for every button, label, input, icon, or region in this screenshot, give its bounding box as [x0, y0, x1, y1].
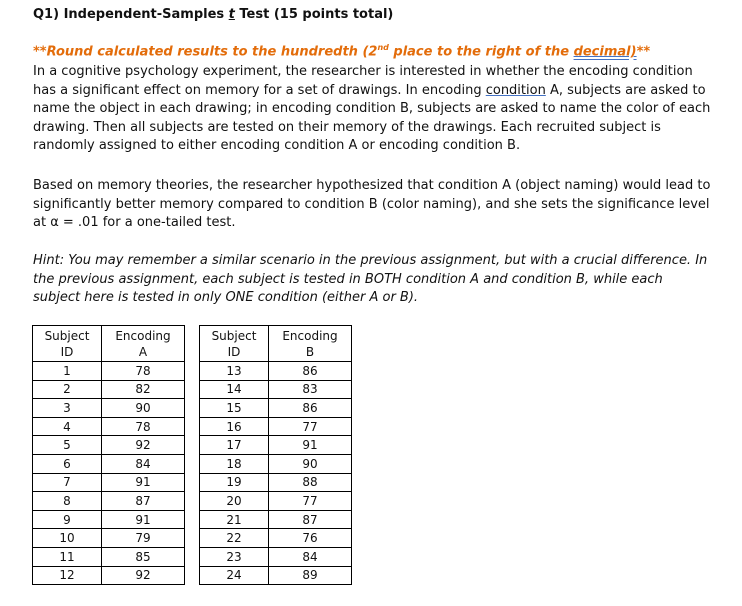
table-row: [33, 566, 185, 585]
table-row: [33, 436, 185, 455]
table-row: [200, 380, 352, 399]
score-cell: 78: [102, 362, 185, 381]
table-row: [200, 529, 352, 548]
subject-id-cell: 24: [200, 566, 269, 585]
subject-id-header: [200, 326, 269, 362]
subject-id-cell: 10: [33, 529, 102, 548]
score-cell: 92: [102, 566, 185, 585]
table-row: [200, 473, 352, 492]
score-cell: 82: [102, 380, 185, 399]
scenario-paragraph: [33, 63, 713, 156]
paragraph1-after: A, subjects are asked to name the object in each drawing; in encoding condition B, subjects are asked to name the color of each drawing. Then all subjects are tested on their memory of the drawings. Each recruited subject is randomly assigned to either encoding condition A or encoding condition B.: [33, 82, 711, 154]
round-note-part1: **Round calculated results to the hundredth (2: [33, 44, 378, 60]
subject-id-cell: 19: [200, 473, 269, 492]
subject-id-cell: 4: [33, 417, 102, 436]
subject-id-cell: 5: [33, 436, 102, 455]
header-line: Subject: [44, 328, 90, 343]
encoding-a-header: [102, 326, 185, 362]
subject-id-cell: 16: [200, 417, 269, 436]
score-cell: 84: [269, 547, 352, 566]
hypothesis-paragraph: Based on memory theories, the researcher hypothesized that condition A (object naming) would lead to significantly better memory compared to condition B (color naming), and she sets the significance level at α = .01 for a one-tailed test.: [33, 178, 711, 231]
subject-id-cell: 3: [33, 399, 102, 418]
subject-id-cell: 15: [200, 399, 269, 418]
subject-id-cell: 14: [200, 380, 269, 399]
subject-id-cell: 12: [33, 566, 102, 585]
header-line: ID: [60, 344, 74, 359]
hint-paragraph: Hint: You may remember a similar scenario in the previous assignment, but with a crucial difference. In the previous assignment, each subject is tested in BOTH condition A and condition B, while each subject here is tested in only ONE condition (either A or B).: [33, 253, 708, 306]
header-line: Encoding: [115, 328, 171, 343]
score-cell: 88: [269, 473, 352, 492]
table-row: [33, 362, 185, 381]
score-cell: 90: [269, 454, 352, 473]
table-row: [200, 399, 352, 418]
table-row: [200, 510, 352, 529]
t-symbol: t: [228, 7, 235, 22]
table-row: [200, 547, 352, 566]
subject-id-cell: 22: [200, 529, 269, 548]
subject-id-cell: 18: [200, 454, 269, 473]
score-cell: 77: [269, 492, 352, 511]
subject-id-cell: 13: [200, 362, 269, 381]
header-line: A: [138, 344, 148, 359]
encoding-a-table: [32, 325, 185, 585]
score-cell: 91: [102, 510, 185, 529]
round-note-part3: **: [636, 44, 651, 60]
score-cell: 91: [102, 473, 185, 492]
round-note-part2: place to the right of the: [388, 44, 574, 60]
subject-id-cell: 23: [200, 547, 269, 566]
score-cell: 91: [269, 436, 352, 455]
table-row: [200, 417, 352, 436]
table-row: [33, 454, 185, 473]
table-row: [33, 417, 185, 436]
encoding-b-table: [199, 325, 352, 585]
table-row: [200, 436, 352, 455]
score-cell: 89: [269, 566, 352, 585]
score-cell: 90: [102, 399, 185, 418]
table-header-row: [200, 326, 352, 362]
title-suffix: Test (15 points total): [234, 7, 394, 22]
encoding-b-header: [269, 326, 352, 362]
score-cell: 85: [102, 547, 185, 566]
round-note-underlined: decimal): [573, 44, 637, 60]
subject-id-cell: 17: [200, 436, 269, 455]
score-cell: 84: [102, 454, 185, 473]
table-row: [200, 362, 352, 381]
subject-id-cell: 6: [33, 454, 102, 473]
header-line: ID: [227, 344, 241, 359]
subject-id-cell: 21: [200, 510, 269, 529]
header-line: Subject: [211, 328, 257, 343]
header-line: B: [305, 344, 315, 359]
table-row: [33, 492, 185, 511]
table-row: [200, 492, 352, 511]
subject-id-cell: 2: [33, 380, 102, 399]
score-cell: 77: [269, 417, 352, 436]
subject-id-cell: 20: [200, 492, 269, 511]
table-row: [33, 380, 185, 399]
score-cell: 86: [269, 362, 352, 381]
score-cell: 86: [269, 399, 352, 418]
score-cell: 79: [102, 529, 185, 548]
header-line: Encoding: [282, 328, 338, 343]
table-row: [33, 510, 185, 529]
title-prefix: Q1) Independent-Samples: [33, 7, 229, 22]
table-row: [33, 399, 185, 418]
score-cell: 92: [102, 436, 185, 455]
rounding-instruction: [33, 43, 650, 59]
score-cell: 78: [102, 417, 185, 436]
score-cell: 76: [269, 529, 352, 548]
subject-id-cell: 11: [33, 547, 102, 566]
round-note-superscript: nd: [377, 43, 389, 52]
subject-id-cell: 1: [33, 362, 102, 381]
table-row: [33, 547, 185, 566]
score-cell: 87: [269, 510, 352, 529]
question-title: [33, 7, 393, 22]
table-row: [33, 529, 185, 548]
table-row: [200, 454, 352, 473]
subject-id-cell: 7: [33, 473, 102, 492]
table-header-row: [33, 326, 185, 362]
score-cell: 83: [269, 380, 352, 399]
condition-underlined-word: condition: [485, 82, 546, 98]
subject-id-cell: 8: [33, 492, 102, 511]
subject-id-header: [33, 326, 102, 362]
score-cell: 87: [102, 492, 185, 511]
paragraph1-before: In a cognitive psychology experiment, the researcher is interested in whether the encoding condition has a significant effect on memory for a set of drawings. In encoding: [33, 64, 693, 98]
table-row: [200, 566, 352, 585]
table-row: [33, 473, 185, 492]
subject-id-cell: 9: [33, 510, 102, 529]
